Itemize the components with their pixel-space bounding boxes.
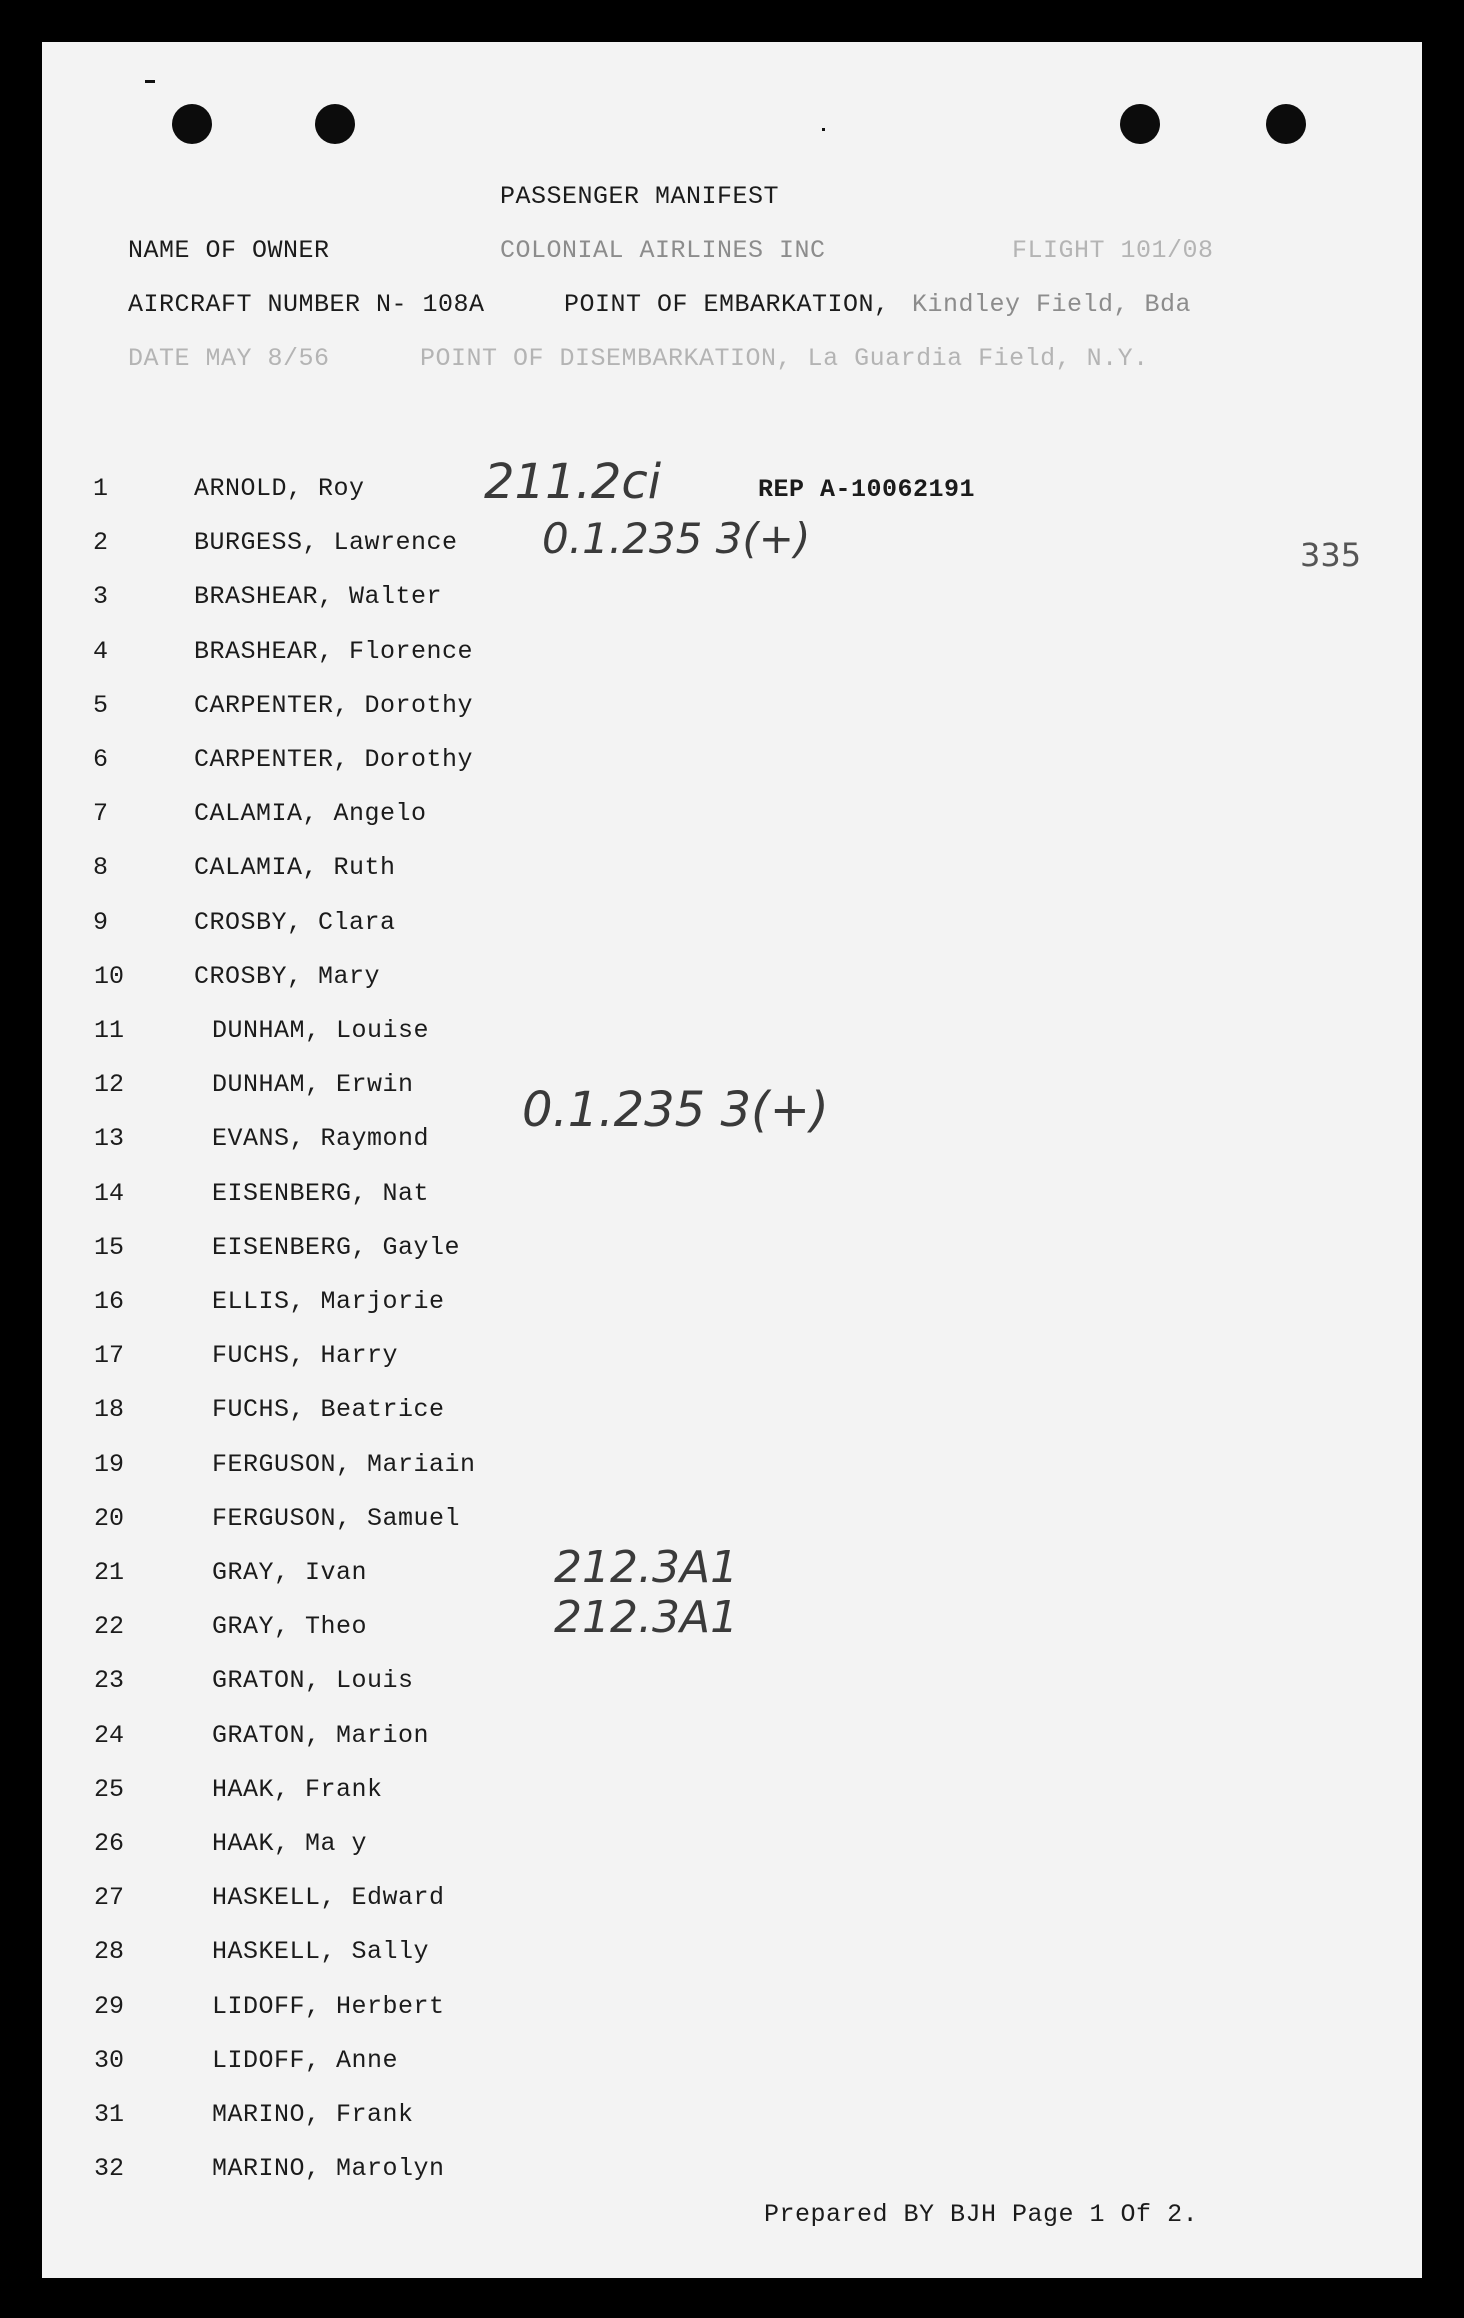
list-item [42,691,642,727]
aircraft-number: AIRCRAFT NUMBER N- 108A [128,290,485,319]
passenger-name: EISENBERG, Gayle [212,1232,461,1262]
passenger-number: 29 [93,1991,124,2021]
passenger-name: EISENBERG, Nat [212,1178,430,1208]
owner-value: COLONIAL AIRLINES INC [500,236,826,265]
passenger-number: 26 [93,1829,124,1858]
list-item [42,1070,642,1106]
passenger-name: BRASHEAR, Walter [194,582,443,612]
passenger-name: HAAK, Ma y [212,1829,368,1858]
passenger-number: 4 [92,636,108,666]
passenger-name: HASKELL, Edward [212,1883,445,1913]
passenger-name: DUNHAM, Erwin [212,1070,414,1100]
punch-hole [1266,104,1306,144]
passenger-name: FUCHS, Beatrice [212,1395,445,1425]
list-item [42,637,642,673]
list-item [42,582,642,618]
passenger-number: 1 [92,474,108,503]
passenger-number: 8 [92,853,108,883]
passenger-name: FERGUSON, Samuel [212,1503,461,1533]
list-item [42,1395,642,1431]
passenger-name: CARPENTER, Dorothy [194,745,474,774]
list-item [42,853,642,889]
list-item [42,2100,642,2136]
list-item [42,1721,642,1757]
list-item [42,1666,642,1702]
passenger-number: 6 [92,745,108,774]
handwritten-note: 212.3A1 [554,1542,739,1593]
handwritten-note: 211.2ci [484,454,662,510]
passenger-number: 20 [93,1503,124,1533]
specks [822,128,825,131]
passenger-name: MARINO, Marolyn [212,2154,445,2184]
passenger-name: FUCHS, Harry [212,1341,399,1371]
passenger-name: LIDOFF, Anne [212,2045,399,2075]
list-item [42,1016,642,1052]
passenger-name: ARNOLD, Roy [194,474,365,503]
list-item [42,1341,642,1377]
list-item [42,474,642,510]
list-item [42,1829,642,1865]
list-item [42,1124,642,1160]
flight-number: FLIGHT 101/08 [1012,236,1214,265]
passenger-name: BURGESS, Lawrence [194,528,458,558]
list-item [42,962,642,998]
passenger-name: GRATON, Marion [212,1720,430,1750]
passenger-name: LIDOFF, Herbert [212,1991,445,2021]
list-item [42,1504,642,1540]
passenger-name: DUNHAM, Louise [212,1016,430,1045]
handwritten-note: 0.1.235 3(+) [542,514,811,563]
passenger-number: 21 [93,1558,124,1587]
list-item [42,1450,642,1486]
passenger-number: 16 [93,1287,124,1316]
manifest-title: PASSENGER MANIFEST [500,182,780,211]
passenger-number: 15 [93,1232,124,1262]
list-item [42,1883,642,1919]
list-item [42,799,642,835]
passenger-name: MARINO, Frank [212,2100,414,2129]
passenger-number: 30 [93,2045,124,2075]
punch-hole [315,104,355,144]
passenger-number: 18 [93,1395,124,1425]
list-item [42,908,642,944]
passenger-number: 3 [92,582,108,612]
passenger-name: FERGUSON, Mariain [212,1449,476,1479]
manifest-page [42,42,1422,2278]
list-item [42,1558,642,1594]
passenger-number: 28 [93,1937,124,1967]
list-item [42,1179,642,1215]
owner-label: NAME OF OWNER [128,236,330,265]
page-number: 335 [1300,536,1362,574]
passenger-number: 13 [93,1124,124,1154]
passenger-name: GRATON, Louis [212,1666,414,1696]
list-item [42,1233,642,1269]
disembarkation: POINT OF DISEMBARKATION, La Guardia Field, N.Y. [420,344,1149,373]
passenger-number: 7 [92,799,108,829]
embarkation-label: POINT OF EMBARKATION, [564,290,890,319]
passenger-number: 23 [93,1666,124,1696]
passenger-name: CALAMIA, Angelo [194,799,427,829]
punch-hole [1120,104,1160,144]
passenger-number: 5 [92,690,108,720]
passenger-name: EVANS, Raymond [212,1124,430,1154]
handwritten-note: 212.3A1 [554,1592,739,1643]
rep-number: REP A-10062191 [758,475,976,504]
punch-hole [172,104,212,144]
footer-prepared-by: Prepared BY BJH Page 1 Of 2. [764,2200,1199,2229]
passenger-number: 27 [93,1883,124,1913]
passenger-number: 11 [93,1016,124,1045]
passenger-name: HAAK, Frank [212,1774,383,1804]
embarkation-value: Kindley Field, Bda [912,290,1192,319]
passenger-name: CROSBY, Clara [194,907,396,937]
list-item [42,1612,642,1648]
passenger-number: 17 [93,1341,124,1371]
passenger-name: GRAY, Ivan [212,1558,368,1587]
passenger-name: CALAMIA, Ruth [194,853,396,883]
list-item [42,1937,642,1973]
list-item [42,745,642,781]
list-item [42,1775,642,1811]
list-item [42,1287,642,1323]
list-item [42,2154,642,2190]
passenger-name: CARPENTER, Dorothy [194,690,474,720]
passenger-number: 19 [93,1449,124,1479]
list-item [42,2046,642,2082]
passenger-number: 12 [93,1070,124,1100]
list-item [42,1992,642,2028]
passenger-number: 10 [93,961,124,991]
passenger-name: CROSBY, Mary [194,961,381,991]
passenger-number: 24 [93,1720,124,1750]
manifest-date: DATE MAY 8/56 [128,344,330,373]
passenger-name: BRASHEAR, Florence [194,636,474,666]
passenger-number: 32 [93,2154,124,2184]
passenger-number: 31 [93,2100,124,2129]
passenger-number: 9 [92,907,108,937]
passenger-name: GRAY, Theo [212,1612,368,1642]
passenger-number: 2 [92,528,108,558]
passenger-number: 25 [93,1774,124,1804]
passenger-number: 14 [93,1178,124,1208]
passenger-number: 22 [93,1612,124,1642]
passenger-name: HASKELL, Sally [212,1937,430,1967]
list-item [42,528,642,564]
specks [145,80,155,83]
handwritten-note: 0.1.235 3(+) [522,1082,829,1138]
passenger-name: ELLIS, Marjorie [212,1287,445,1316]
